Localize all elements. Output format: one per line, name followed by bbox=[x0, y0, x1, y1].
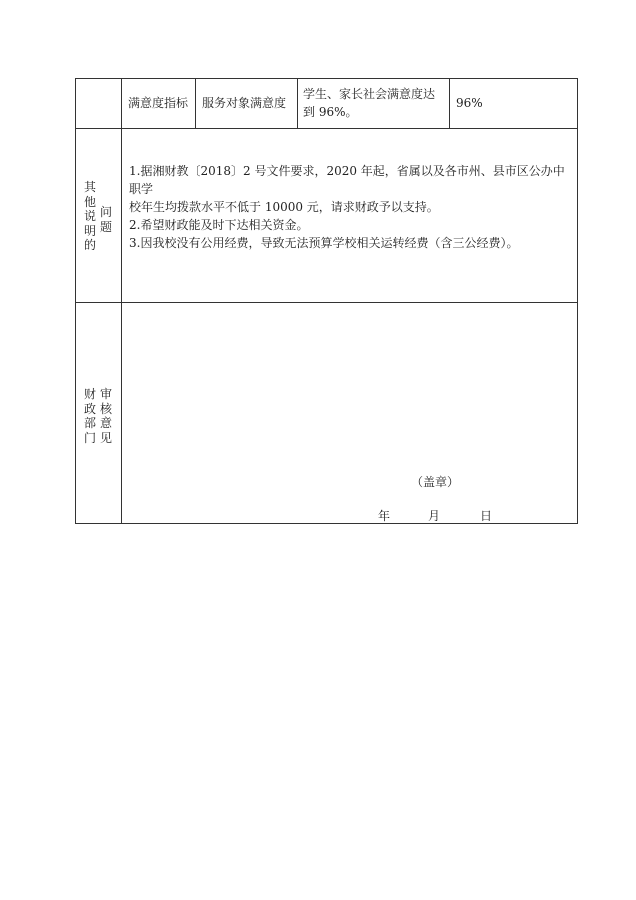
table-border-col4 bbox=[449, 78, 450, 129]
other-notes-line-5: 3.因我校没有公用经费，导致无法预算学校相关运转经费（含三公经费）。 bbox=[129, 236, 519, 250]
table-border-left bbox=[75, 78, 76, 524]
satisfaction-description-line1: 学生、家长社会满意度达 bbox=[303, 87, 436, 101]
finance-review-label-col-b: 审核意见 bbox=[99, 387, 112, 445]
date-day-label: 日 bbox=[480, 509, 493, 523]
other-notes-label-col-a: 其他说明的 bbox=[83, 180, 96, 252]
table-border-row2 bbox=[75, 302, 578, 303]
service-target-satisfaction-cell: 服务对象满意度 bbox=[202, 96, 287, 110]
other-notes-line-2: 职学 bbox=[129, 182, 154, 196]
satisfaction-indicator-cell: 满意度指标 bbox=[128, 96, 189, 110]
other-notes-line-4: 2.希望财政能及时下达相关资金。 bbox=[129, 218, 309, 232]
table-border-col3 bbox=[297, 78, 298, 129]
seal-label: （盖章） bbox=[411, 475, 460, 489]
other-notes-line-1: 1.据湘财教〔2018〕2 号文件要求，2020 年起，省属以及各市州、县市区公办中 bbox=[129, 164, 565, 178]
other-notes-line-3: 校年生均拨款水平不低于 10000 元，请求财政予以支持。 bbox=[129, 200, 439, 214]
table-border-top bbox=[75, 78, 578, 79]
date-month-label: 月 bbox=[428, 509, 441, 523]
table-border-col1 bbox=[121, 78, 122, 524]
table-border-row1 bbox=[75, 128, 578, 129]
table-border-bottom bbox=[75, 523, 578, 524]
table-border-col2 bbox=[195, 78, 196, 129]
satisfaction-description-line2: 到 96%。 bbox=[303, 105, 358, 119]
finance-review-label-col-a: 财政部门 bbox=[83, 387, 96, 445]
date-year-label: 年 bbox=[378, 509, 391, 523]
satisfaction-value-cell: 96% bbox=[456, 96, 483, 110]
table-border-right bbox=[577, 78, 578, 524]
other-notes-label-col-b: 问题 bbox=[99, 205, 112, 234]
